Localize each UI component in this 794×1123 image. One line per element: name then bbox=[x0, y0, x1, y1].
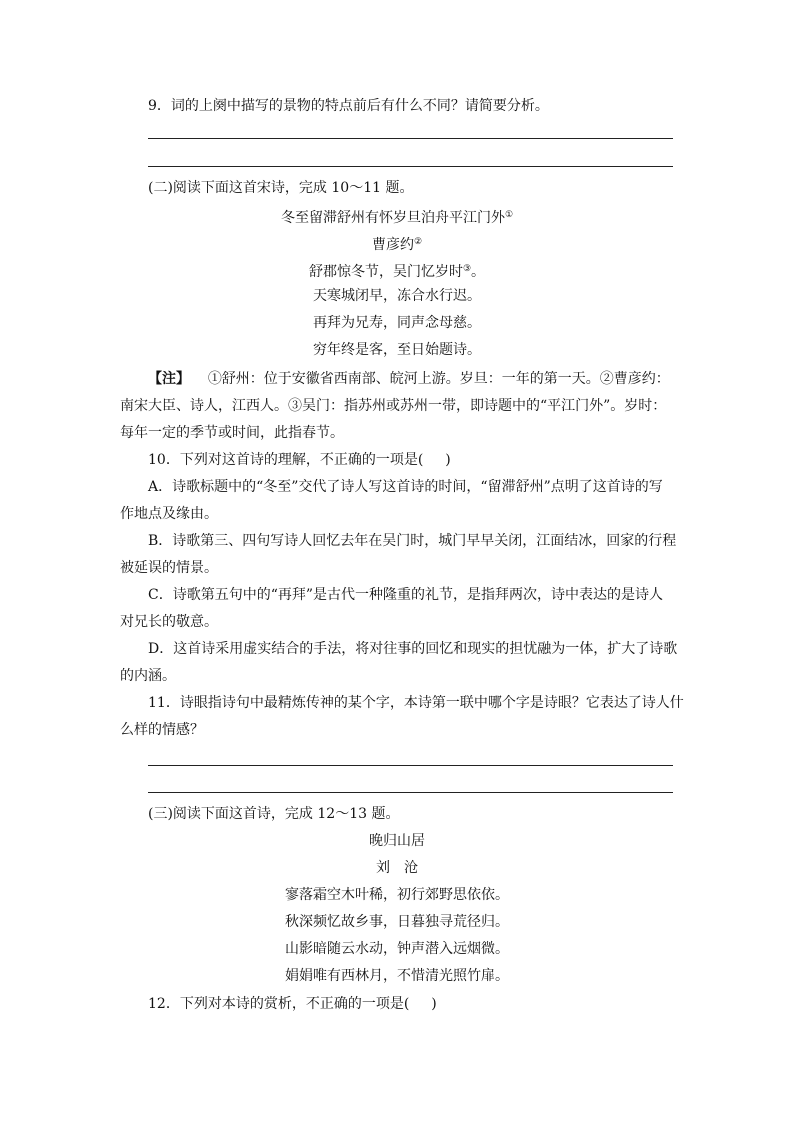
option-c-cont: 对兄长的敬意。 bbox=[120, 614, 218, 630]
poem-line: 再拜为兄寿，同声念母慈。 bbox=[313, 315, 481, 331]
paren-close: ) bbox=[445, 452, 451, 468]
question-10 bbox=[148, 450, 451, 470]
poem-line: 山影暗随云水动，钟声潜入远烟微。 bbox=[285, 941, 509, 957]
question-12 bbox=[148, 994, 437, 1014]
poem-title bbox=[0, 205, 794, 228]
poem-line-punct: 。 bbox=[471, 264, 486, 280]
poem-author: 刘 沧 bbox=[376, 860, 418, 876]
poem-title-text: 冬至留滞舒州有怀岁旦泊舟平江门外 bbox=[280, 210, 505, 226]
option-b: B．诗歌第三、四句写诗人回忆去年在吴门时，城门早早关闭，江面结冰，回家的行程 bbox=[148, 533, 677, 549]
note-line bbox=[148, 369, 670, 389]
poem-line: 天寒城闭早，冻合水行迟。 bbox=[313, 288, 481, 304]
poem-line-text: 舒郡惊冬节，吴门忆岁时 bbox=[308, 264, 463, 280]
footnote-marker: ① bbox=[504, 210, 514, 220]
note-line: 每年一定的季节或时间，此指春节。 bbox=[120, 425, 344, 441]
footnote-marker: ③ bbox=[462, 264, 472, 274]
section-2-intro: (二)阅读下面这首宋诗，完成 10～11 题。 bbox=[148, 180, 414, 196]
footnote-marker: ② bbox=[413, 237, 423, 247]
poem-line: 秋深频忆故乡事，日暮独寻荒径归。 bbox=[285, 914, 509, 930]
poem-author bbox=[0, 232, 794, 255]
question-12-text: 12．下列对本诗的赏析，不正确的一项是( bbox=[148, 996, 410, 1012]
option-a-cont: 作地点及缘由。 bbox=[120, 506, 218, 522]
answer-line bbox=[148, 765, 673, 766]
question-10-text: 10．下列对这首诗的理解，不正确的一项是( bbox=[148, 452, 424, 468]
option-a: A．诗歌标题中的“冬至”交代了诗人写这首诗的时间，“留滞舒州”点明了这首诗的写 bbox=[148, 479, 663, 495]
poem-author-text: 曹彦约 bbox=[371, 237, 414, 253]
poem-line: 娟娟唯有西林月，不惜清光照竹扉。 bbox=[285, 968, 509, 984]
answer-line bbox=[148, 138, 673, 139]
note-text: ①舒州：位于安徽省西南部、皖河上游。岁旦：一年的第一天。②曹彦约： bbox=[207, 371, 670, 387]
poem-line: 穷年终是客，至日始题诗。 bbox=[313, 342, 481, 358]
question-11: 11．诗眼指诗句中最精炼传神的某个字，本诗第一联中哪个字是诗眼？它表达了诗人什 bbox=[148, 695, 684, 711]
note-line: 南宋大臣、诗人，江西人。③吴门：指苏州或苏州一带，即诗题中的“平江门外”。岁时： bbox=[120, 398, 667, 414]
section-3-intro: (三)阅读下面这首诗，完成 12～13 题。 bbox=[148, 806, 400, 822]
note-label: 【注】 bbox=[148, 371, 190, 387]
question-9: 9．词的上阕中描写的景物的特点前后有什么不同？请简要分析。 bbox=[148, 98, 549, 114]
option-d-cont: 的内涵。 bbox=[120, 668, 176, 684]
poem-title: 晚归山居 bbox=[369, 833, 425, 849]
poem-line bbox=[0, 259, 794, 282]
question-11-cont: 么样的情感？ bbox=[120, 722, 204, 738]
option-d: D．这首诗采用虚实结合的手法，将对往事的回忆和现实的担忧融为一体，扩大了诗歌 bbox=[148, 641, 678, 657]
answer-line bbox=[148, 166, 673, 167]
option-b-cont: 被延误的情景。 bbox=[120, 560, 218, 576]
paren-close: ) bbox=[431, 996, 437, 1012]
option-c: C．诗歌第五句中的“再拜”是古代一种隆重的礼节，是指拜两次，诗中表达的是诗人 bbox=[148, 587, 664, 603]
answer-line bbox=[148, 792, 673, 793]
poem-line: 寥落霜空木叶稀，初行郊野思依依。 bbox=[285, 887, 509, 903]
